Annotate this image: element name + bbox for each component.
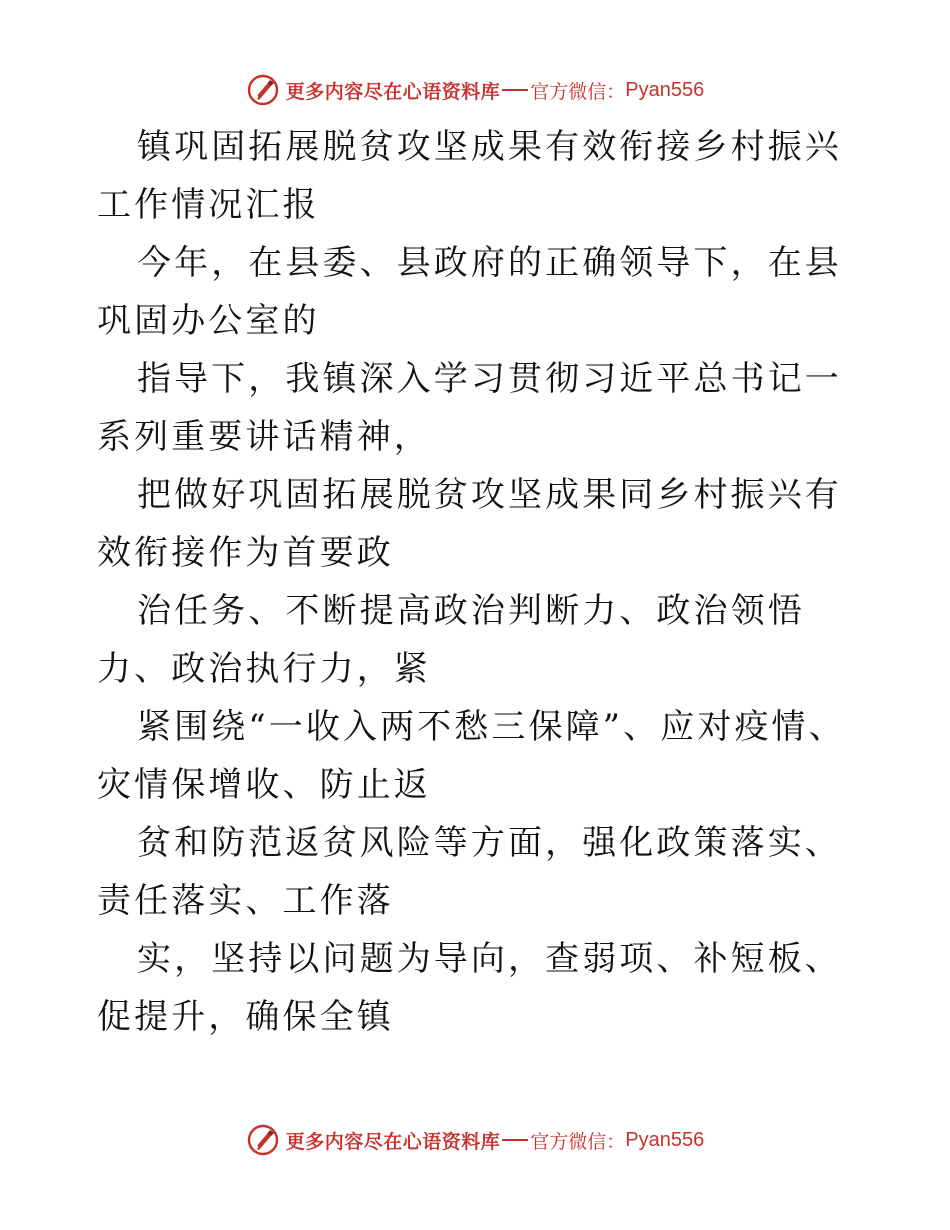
paragraph: 今年，在县委、县政府的正确领导下，在县巩固办公室的	[97, 243, 842, 341]
header-watermark-banner	[0, 70, 950, 110]
paragraph: 实，坚持以问题为导向，查弱项、补短板、促提升，确保全镇	[97, 939, 842, 1037]
paragraph: 紧围绕“一收入两不愁三保障”、应对疫情、灾情保增收、防止返	[97, 707, 846, 805]
paragraph: 把做好巩固拓展脱贫攻坚成果同乡村振兴有效衔接作为首要政	[97, 475, 842, 573]
document-title-paragraph: 镇巩固拓展脱贫攻坚成果有效衔接乡村振兴工作情况汇报	[97, 127, 842, 225]
pen-quill-logo-icon	[246, 73, 280, 107]
footer-official-label: 官方微信：	[530, 1130, 626, 1153]
header-wechat-id: Pyan556	[625, 78, 705, 101]
header-dash-divider	[502, 89, 528, 91]
paragraph: 指导下，我镇深入学习贯彻习近平总书记一系列重要讲话精神，	[97, 359, 842, 457]
header-brand-text: 更多内容尽在心语资料库	[285, 80, 501, 103]
pen-quill-logo-icon	[246, 1123, 280, 1157]
paragraph: 治任务、不断提高政治判断力、政治领悟力、政治执行力，紧	[97, 591, 805, 689]
header-official-label: 官方微信：	[530, 80, 626, 103]
paragraph: 贫和防范返贫风险等方面，强化政策落实、责任落实、工作落	[97, 823, 842, 921]
footer-wechat-id: Pyan556	[625, 1128, 705, 1151]
footer-dash-divider	[502, 1139, 528, 1141]
document-body	[97, 118, 857, 1046]
footer-brand-text: 更多内容尽在心语资料库	[285, 1130, 501, 1153]
footer-watermark-banner	[0, 1120, 950, 1160]
